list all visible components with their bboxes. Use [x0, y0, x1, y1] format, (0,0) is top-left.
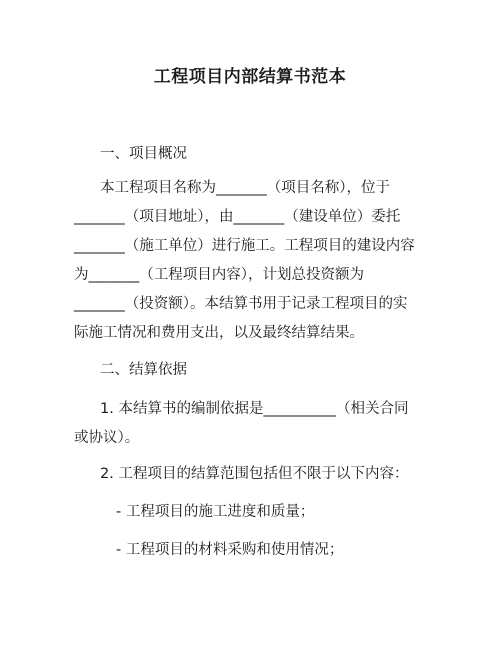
paragraph-line-1: 本工程项目名称为_______（项目名称），位于 [100, 180, 390, 196]
item-1-line-1: 1. 本结算书的编制依据是__________（相关合同 [100, 401, 409, 417]
paragraph-line-2: _______（项目地址），由_______（建设单位）委托 [74, 209, 401, 225]
paragraph-line-6: 际施工情况和费用支出，以及最终结算结果。 [74, 325, 364, 341]
bullet-item-2: - 工程项目的材料采购和使用情况； [116, 542, 344, 558]
section-1-heading: 一、项目概况 [100, 146, 187, 162]
item-2-line: 2. 工程项目的结算范围包括但不限于以下内容： [100, 466, 409, 482]
section-2-heading: 二、结算依据 [100, 362, 187, 378]
bullet-item-1: - 工程项目的施工进度和质量； [116, 504, 315, 520]
paragraph-line-3: _______（施工单位）进行施工。工程项目的建设内容 [74, 238, 415, 254]
document-title: 工程项目内部结算书范本 [153, 67, 347, 87]
paragraph-line-5: _______（投资额）。本结算书用于记录工程项目的实 [74, 296, 408, 312]
item-1-line-2: 或协议）。 [74, 430, 140, 446]
paragraph-line-4: 为_______（工程项目内容），计划总投资额为 [74, 267, 364, 283]
